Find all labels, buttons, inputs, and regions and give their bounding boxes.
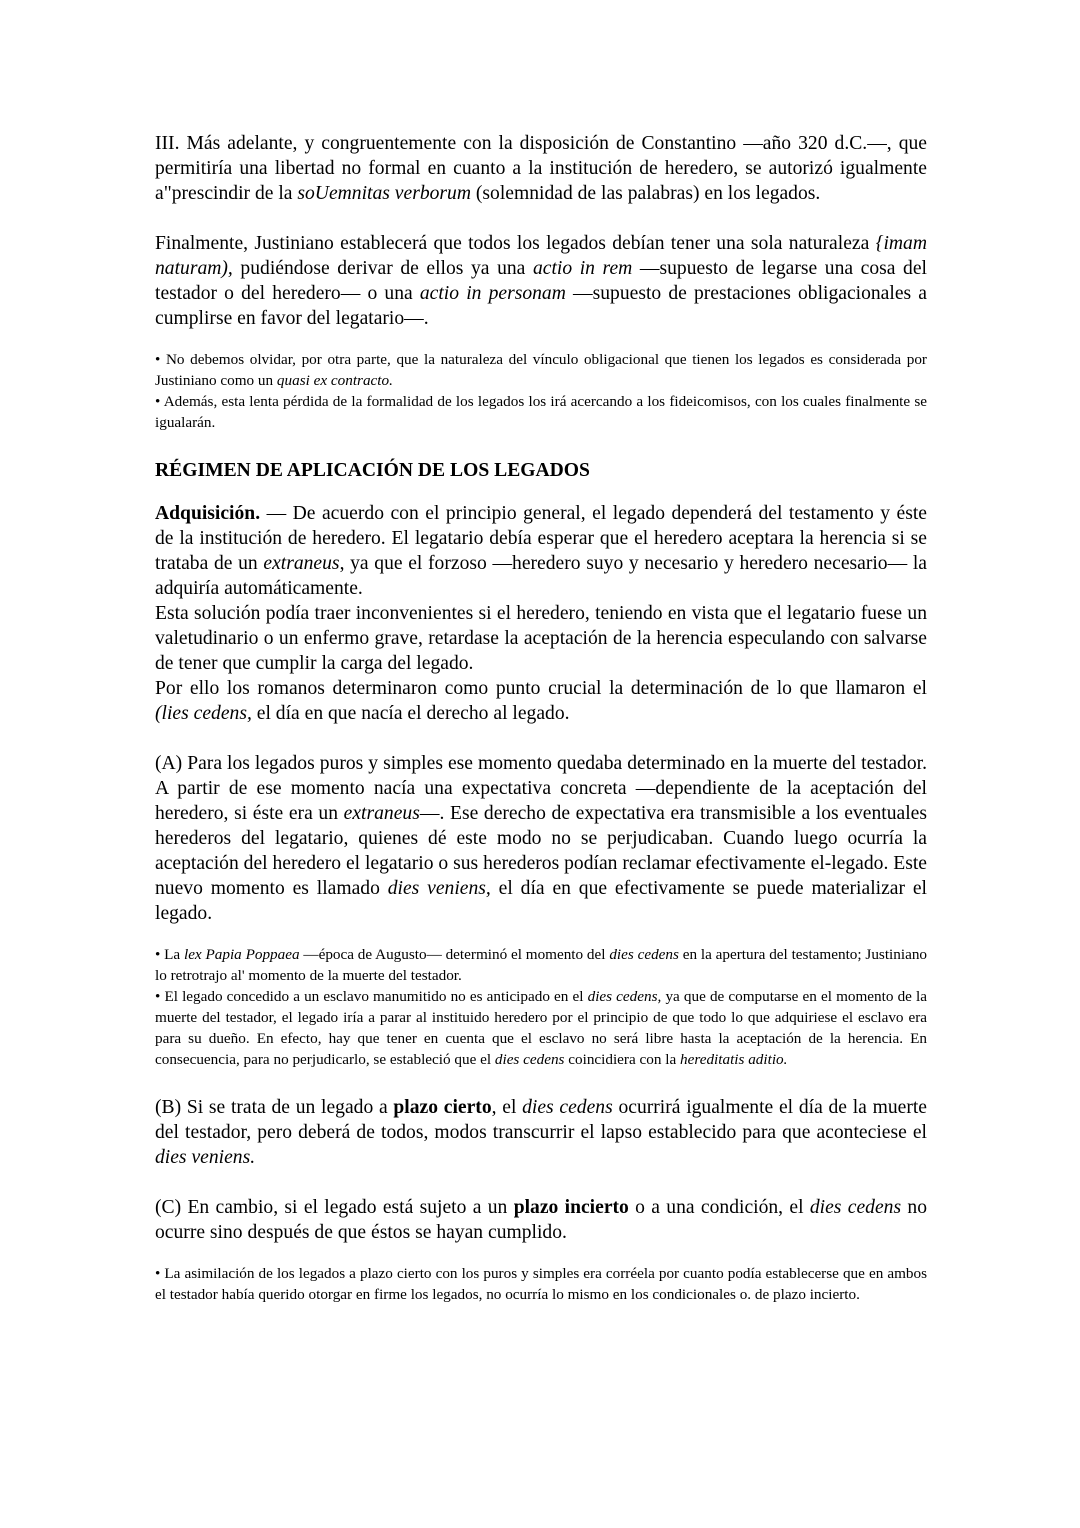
bold-term: Adquisición. bbox=[155, 503, 261, 524]
italic-term: dies veniens, bbox=[387, 878, 491, 899]
text-span: (solemnidad de las palabras) en los legados. bbox=[470, 183, 821, 204]
footnote-lex-papia bbox=[155, 944, 927, 986]
text-span: ocurrirá igualmente el día de la muerte del testador, pero deberá de todos, modos transcurrir el lapso establecido para que aconteciese el bbox=[155, 1097, 927, 1143]
italic-term: actio in personam bbox=[419, 283, 566, 304]
bold-term: plazo incierto bbox=[513, 1197, 629, 1218]
footnote-quasi-contracto bbox=[155, 349, 927, 391]
italic-term: extraneus bbox=[263, 553, 340, 574]
italic-term: soUemnitas verborum bbox=[297, 183, 471, 204]
text-span: • No debemos olvidar, por otra parte, que la naturaleza del vínculo obligacional que tienen los legados es considerada por Justiniano como un bbox=[155, 351, 927, 389]
italic-term: (lies cedens, bbox=[155, 703, 252, 724]
paragraph-constantino bbox=[155, 131, 927, 206]
text-span: • El legado concedido a un esclavo manumitido no es anticipado en el bbox=[155, 988, 588, 1005]
text-span: ya que de computarse en el momento de la muerte del testador, el legado iría a parar al instituido heredero por el principio de que todo lo que adquiriese el esclavo era para su dueño. En efecto, hay que tener en cuenta que el esclavo no será libre hasta la aceptación de la herencia. En consecuencia, para no perjudicarlo, se estableció que el bbox=[155, 988, 927, 1068]
text-span: en la apertura del testamento; Justiniano lo retrotrajo al' momento de la muerte del testador. bbox=[155, 946, 928, 984]
text-span: —supuesto de prestaciones obligacionales a cumplirse en favor del legatario—. bbox=[155, 283, 927, 329]
paragraph-justiniano bbox=[155, 231, 927, 331]
paragraph-plazo-cierto bbox=[155, 1095, 927, 1170]
italic-term: {imam naturam), bbox=[155, 233, 927, 279]
text-span: — De acuerdo con el principio general, el legado dependerá del testamento y éste de la institución de heredero. El legatario debía esperar que el heredero aceptara la herencia si se trataba de un bbox=[155, 503, 927, 574]
footnote-esclavo bbox=[155, 986, 927, 1070]
text-span: el día en que efectivamente se puede materializar el legado. bbox=[155, 878, 927, 924]
text-span: , ya que el forzoso —heredero suyo y necesario y heredero necesario— la adquiría automáticamente. bbox=[155, 553, 927, 599]
text-span: Por ello los romanos determinaron como punto crucial la determinación de lo que llamaron el bbox=[155, 678, 927, 699]
page-content bbox=[155, 131, 927, 1305]
text-span: (A) Para los legados puros y simples ese momento quedaba determinado en la muerte del testador. A partir de ese momento nacía una expectativa concreta —dependiente de la aceptación del heredero, si éste era un bbox=[155, 753, 927, 824]
footnote-asimilacion: • La asimilación de los legados a plazo cierto con los puros y simples era corréela por cuanto podía establecerse que en ambos el testador había querido otorgar en firme los legados, no ocurría lo mismo en los condicionales o. de plazo incierto. bbox=[155, 1265, 927, 1303]
italic-term: hereditatis aditio. bbox=[680, 1051, 788, 1068]
paragraph-dies-cedens bbox=[155, 676, 927, 726]
text-span: (C) En cambio, si el legado está sujeto a un bbox=[155, 1197, 514, 1218]
italic-term: actio in rem bbox=[532, 258, 633, 279]
text-span: —supuesto de legarse una cosa del testador o del heredero— o una bbox=[155, 258, 927, 304]
paragraph-legados-puros bbox=[155, 751, 927, 926]
footnote-fideicomisos bbox=[155, 391, 927, 433]
text-span: —. Ese derecho de expectativa era transmisible a los eventuales herederos del legatario, quienes dé este modo no se perjudicaban. Cuando luego ocurría la aceptación del heredero el legatario o sus herederos podían reclamar efectivamente el-legado. Este nuevo momento es llamado bbox=[155, 803, 927, 899]
italic-term: dies cedens bbox=[494, 1051, 565, 1068]
text-span: III. Más adelante, y congruentemente con la disposición de Constantino —año 320 d.C.—, que permitiría una libertad no formal en cuanto a la institución de heredero, se autorizó igualmente a"prescindir de la bbox=[155, 133, 927, 204]
text-span: —época de Augusto— determinó el momento del bbox=[299, 946, 610, 963]
text-span: • La bbox=[155, 946, 184, 963]
paragraph-plazo-incierto bbox=[155, 1195, 927, 1245]
text-span: no ocurre sino después de que éstos se hayan cumplido. bbox=[155, 1197, 927, 1243]
bold-term: plazo cierto bbox=[393, 1097, 492, 1118]
italic-term: lex Papia Poppaea bbox=[183, 946, 300, 963]
text-span: • Además, esta lenta pérdida de la formalidad de los legados los irá acercando a los fideicomisos, con los cuales finalmente se igualarán. bbox=[155, 393, 927, 431]
italic-term: dies cedens, bbox=[587, 988, 662, 1005]
text-span: pudiéndose derivar de ellos ya una bbox=[232, 258, 533, 279]
italic-term: extraneus bbox=[343, 803, 420, 824]
paragraph-inconvenientes: Esta solución podía traer inconvenientes si el heredero, teniendo en vista que el legatario fuese un valetudinario o un enfermo grave, retardase la aceptación de la herencia especulando con salvarse de tener que cumplir la carga del legado. bbox=[155, 603, 927, 674]
italic-term: quasi ex contracto. bbox=[276, 372, 393, 389]
text-span: coincidiera con la bbox=[564, 1051, 681, 1068]
italic-term: dies cedens bbox=[522, 1097, 613, 1118]
text-span: , el bbox=[491, 1097, 523, 1118]
text-span: (B) Si se trata de un legado a bbox=[155, 1097, 394, 1118]
section-heading: RÉGIMEN DE APLICACIÓN DE LOS LEGADOS bbox=[155, 460, 590, 481]
paragraph-adquisicion bbox=[155, 501, 927, 601]
italic-term: dies veniens. bbox=[155, 1147, 256, 1168]
text-span: el día en que nacía el derecho al legado. bbox=[251, 703, 570, 724]
text-span: o a una condición, el bbox=[628, 1197, 810, 1218]
italic-term: dies cedens bbox=[609, 946, 679, 963]
text-span: Finalmente, Justiniano establecerá que todos los legados debían tener una sola naturaleza bbox=[155, 233, 876, 254]
italic-term: dies cedens bbox=[809, 1197, 902, 1218]
